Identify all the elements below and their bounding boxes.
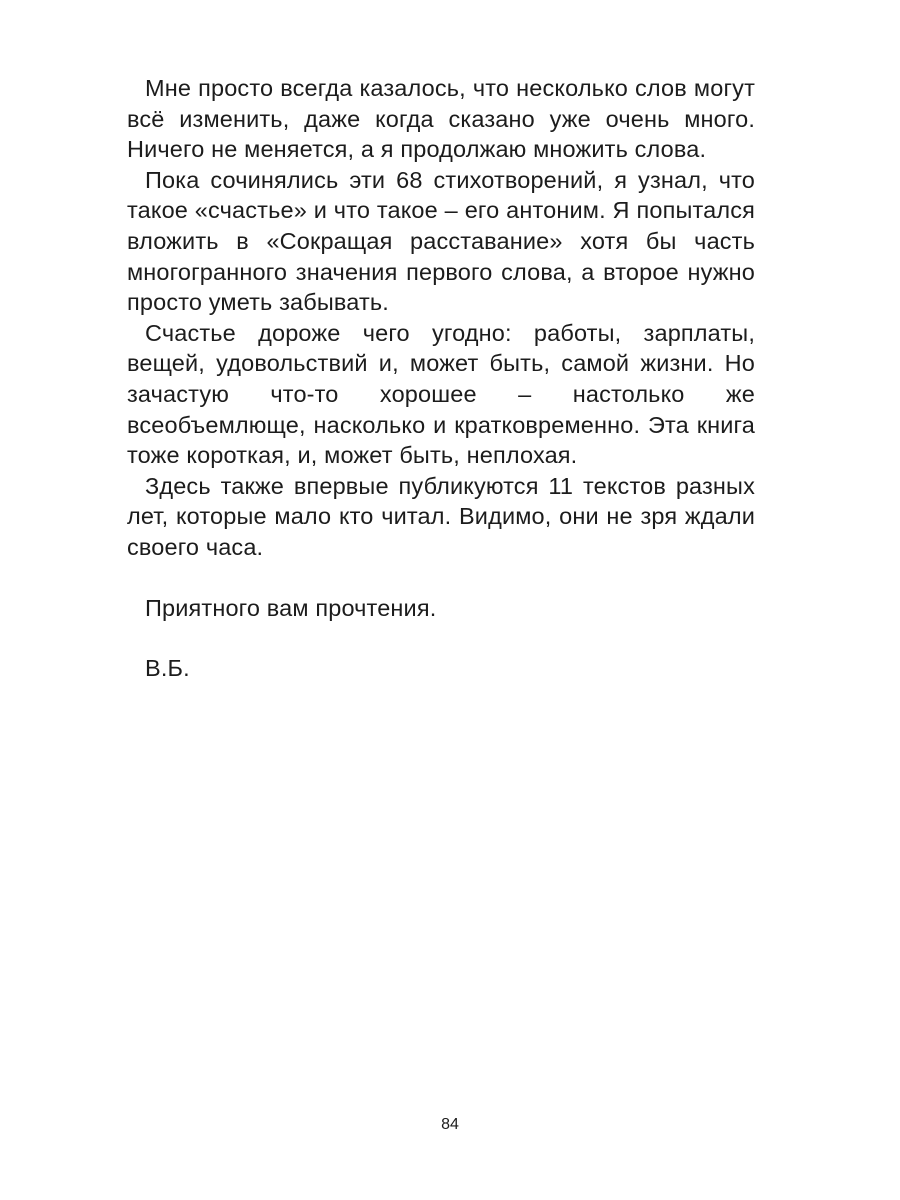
body-text xyxy=(127,73,755,684)
signature: В.Б. xyxy=(145,655,190,682)
paragraph-3: Счастье дороже чего угодно: работы, зарплаты, вещей, удовольствий и, может быть, самой жизни. Но зачастую что-то хорошее – настолько же всеобъемлюще, насколько и кратковременно. Эта книга тоже короткая, и, может быть, неплохая. xyxy=(127,319,755,469)
signature-spacer xyxy=(127,623,755,653)
paragraph-4: Здесь также впервые публикуются 11 текстов разных лет, которые мало кто читал. Видимо, они не зря ждали своего часа. xyxy=(127,472,755,560)
closing-line: Приятного вам прочтения. xyxy=(145,594,437,621)
paragraph-2: Пока сочинялись эти 68 стихотворений, я узнал, что такое «счастье» и что такое – его антоним. Я попытался вложить в «Сокращая расставание» хотя бы часть многогранного значения первого слова, а второе нужно просто уметь забывать. xyxy=(127,166,755,316)
page-number: 84 xyxy=(441,1116,459,1133)
paragraph-spacer xyxy=(127,563,755,593)
paragraph-1: Мне просто всегда казалось, что несколько слов могут всё изменить, даже когда сказано уже очень много. Ничего не меняется, а я продолжаю множить слова. xyxy=(127,75,755,163)
